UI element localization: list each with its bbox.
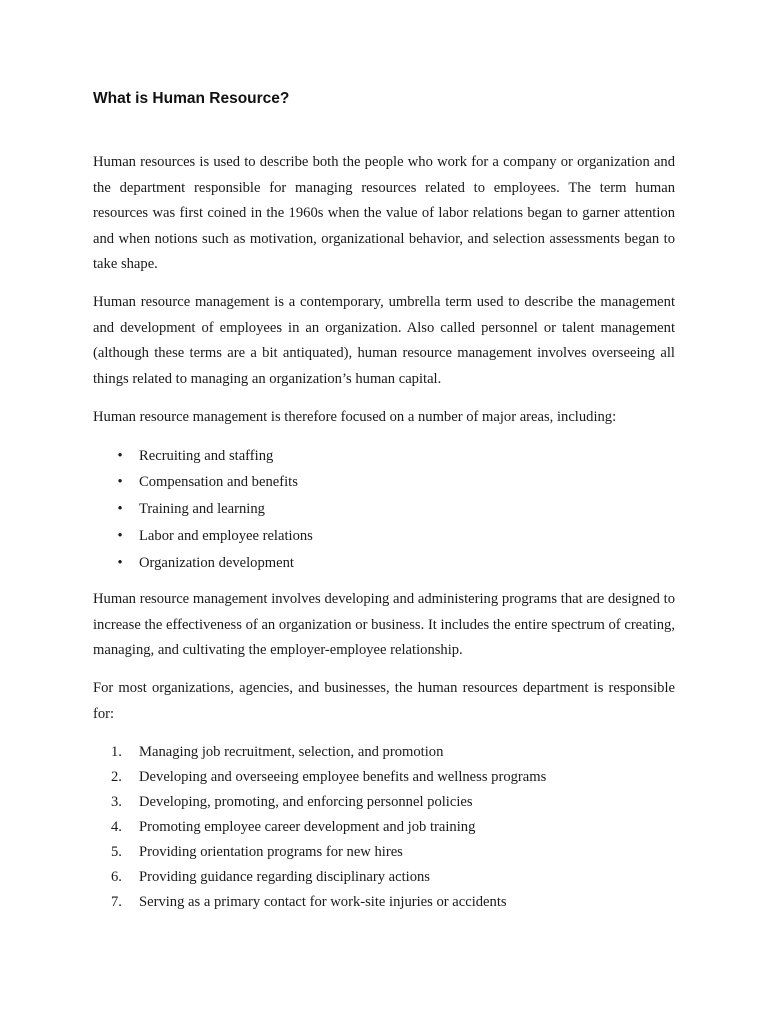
list-item — [93, 550, 675, 577]
list-item — [93, 443, 675, 470]
list-number: 4. — [111, 818, 122, 835]
paragraph-hr-definition: Human resources is used to describe both the people who work for a company or organization and the department responsible for managing resources related to employees. The term human resources was first coined in the 1960s when the value of labor relations began to garner attention and when notions such as motivation, organizational behavior, and selection assessments began to take shape. — [93, 154, 675, 272]
list-item-text: Recruiting and staffing — [139, 447, 274, 464]
list-item-text: Training and learning — [139, 501, 265, 518]
document-title: What is Human Resource? — [93, 90, 290, 107]
list-item — [93, 840, 675, 865]
list-number: 2. — [111, 768, 122, 785]
list-number: 5. — [111, 843, 122, 860]
list-item — [93, 815, 675, 840]
list-number: 7. — [111, 893, 122, 910]
list-number: 6. — [111, 868, 122, 885]
list-item-text: Promoting employee career development and job training — [139, 818, 476, 835]
list-number: 1. — [111, 743, 122, 760]
bullet-icon: • — [117, 501, 123, 518]
document-body — [93, 150, 675, 915]
list-item-text: Compensation and benefits — [139, 474, 298, 491]
major-areas-list — [93, 443, 675, 577]
list-item-text: Managing job recruitment, selection, and promotion — [139, 743, 444, 760]
list-item-text: Developing and overseeing employee benefits and wellness programs — [139, 768, 547, 785]
list-item — [93, 496, 675, 523]
list-item-text: Serving as a primary contact for work-site injuries or accidents — [139, 893, 507, 910]
paragraph-major-areas-intro: Human resource management is therefore focused on a number of major areas, including: — [93, 408, 617, 425]
paragraph-responsibilities-intro: For most organizations, agencies, and businesses, the human resources department is responsible for: — [93, 680, 675, 722]
paragraph-hr-programs: Human resource management involves developing and administering programs that are designed to increase the effectiveness of an organization or business. It includes the entire spectrum of creating, managing, and cultivating the employer-employee relationship. — [93, 591, 675, 659]
list-item — [93, 523, 675, 550]
list-item — [93, 790, 675, 815]
list-item-text: Organization development — [139, 554, 294, 571]
list-item-text: Providing orientation programs for new hires — [139, 843, 403, 860]
bullet-icon: • — [117, 474, 123, 491]
list-item — [93, 740, 675, 765]
bullet-icon: • — [117, 527, 123, 544]
list-item-text: Labor and employee relations — [139, 527, 313, 544]
list-number: 3. — [111, 793, 122, 810]
list-item-text: Developing, promoting, and enforcing personnel policies — [139, 793, 473, 810]
list-item — [93, 765, 675, 790]
list-item — [93, 865, 675, 890]
paragraph-hr-management: Human resource management is a contemporary, umbrella term used to describe the management and development of employees in an organization. Also called personnel or talent management (although these terms are a bit antiquated), human resource management involves overseeing all things related to managing an organization’s human capital. — [93, 294, 675, 387]
bullet-icon: • — [117, 447, 123, 464]
list-item — [93, 469, 675, 496]
list-item-text: Providing guidance regarding disciplinary actions — [139, 868, 430, 885]
list-item — [93, 890, 675, 915]
responsibilities-list — [93, 740, 675, 915]
bullet-icon: • — [117, 554, 123, 571]
